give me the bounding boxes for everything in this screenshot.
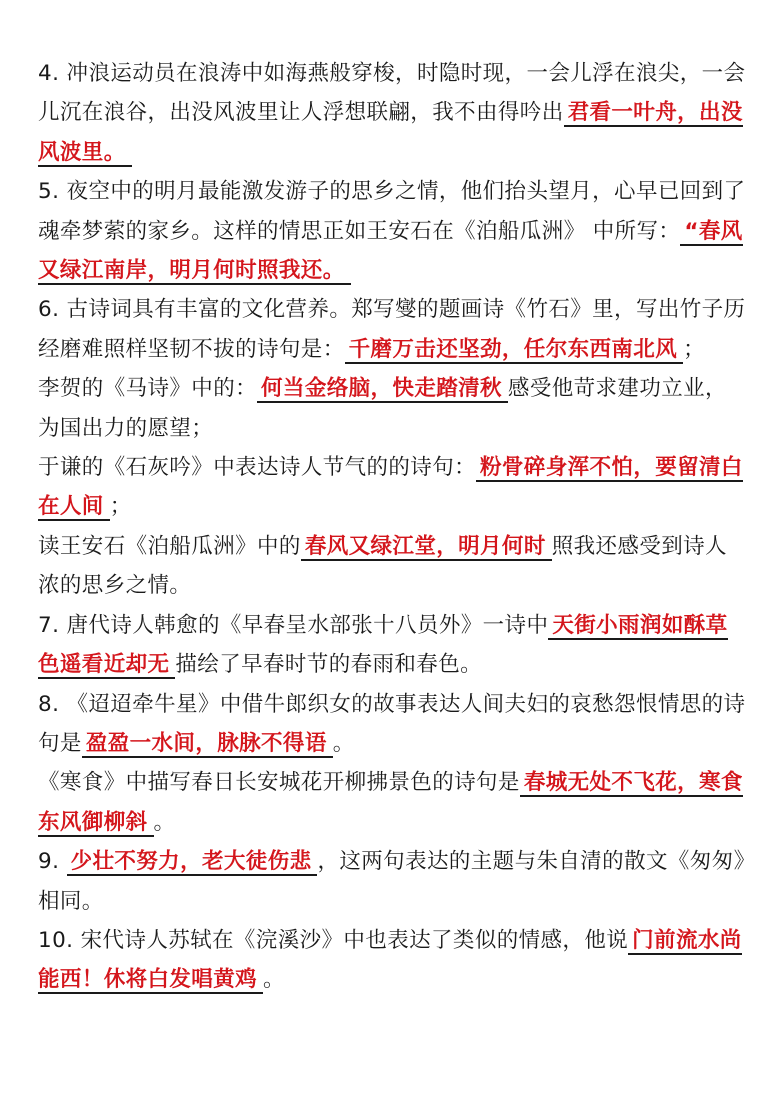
question-text-after: 照我还感受到诗人浓的思乡之情。	[38, 533, 727, 599]
question-text-after: 。	[332, 730, 355, 756]
question-text: 《寒食》中描写春日长安城花开柳拂景色的诗句是	[38, 770, 520, 796]
answer-blank: 盈盈一水间，脉脉不得语	[82, 731, 333, 758]
question-text-after: 感受他苛求建功立业，为国出力的愿望；	[38, 376, 727, 441]
question-text-after: ，这两句表达的主题与朱自清的散文《匆匆》相同。	[38, 849, 745, 914]
answer-blank: “春风又绿江南岸，明月何时照我还。	[38, 218, 743, 284]
question-4	[38, 54, 746, 172]
question-7	[38, 606, 746, 685]
question-text: 4. 冲浪运动员在浪涛中如海燕般穿梭，时隐时现，一会儿浮在浪尖，一会儿沉在浪谷，出没风波里让人浮想联翩，我不由得吟出	[38, 61, 746, 126]
question-text: 8. 《迢迢牵牛星》中借牛郎织女的故事表达人间夫妇的哀愁怨恨情思的诗句是	[38, 691, 746, 756]
answer-blank: 春城无处不飞花，寒食东风御柳斜	[38, 770, 743, 835]
question-text: 5. 夜空中的明月最能激发游子的思乡之情，他们抬头望月，心早已回到了魂牵梦萦的家乡。这样的情思正如王安石在《泊船瓜洲》 中所写：	[38, 179, 746, 244]
question-10	[38, 921, 746, 1000]
question-8-part-b	[38, 763, 746, 842]
question-6-part-b	[38, 369, 746, 448]
question-text-after: 描绘了早春时节的春雨和春色。	[175, 652, 483, 678]
question-9	[38, 842, 746, 921]
question-text: 10. 宋代诗人苏轼在《浣溪沙》中也表达了类似的情感，他说	[38, 927, 629, 953]
question-6-part-c	[38, 448, 746, 527]
question-5	[38, 172, 746, 290]
answer-blank: 何当金络脑，快走踏清秋	[257, 376, 508, 403]
question-text: 6. 古诗词具有丰富的文化营养。郑写燮的题画诗《竹石》里，写出竹子历经磨难照样坚韧不拔的诗句是：	[38, 297, 746, 362]
question-text-after: ；	[109, 494, 132, 520]
answer-blank: 君看一叶舟，出没风波里。	[38, 100, 743, 165]
question-6-part-d	[38, 527, 746, 606]
question-text: 9.	[38, 849, 67, 875]
answer-blank: 春风又绿江堂，明月何时	[301, 534, 552, 561]
question-text: 李贺的《马诗》中的：	[38, 376, 258, 402]
question-8	[38, 685, 746, 764]
question-text-after: 。	[153, 809, 176, 835]
answer-blank: 少壮不努力，老大徒伤悲	[67, 849, 318, 876]
question-6	[38, 290, 746, 369]
question-text-after: ；	[683, 336, 706, 362]
answer-blank: 粉骨碎身浑不怕，要留清白在人间	[38, 455, 743, 520]
answer-blank: 天街小雨润如酥草色遥看近却无	[38, 612, 728, 678]
answer-blank: 门前流水尚能西！休将白发唱黄鸡	[38, 927, 742, 993]
question-text-after: 。	[263, 967, 285, 993]
answer-blank: 千磨万击还坚劲，任尔东西南北风	[345, 337, 684, 364]
question-text: 读王安石《泊船瓜洲》中的	[38, 533, 301, 559]
question-list	[38, 54, 746, 1000]
question-text: 于谦的《石灰吟》中表达诗人节气的的诗句：	[38, 455, 477, 481]
question-text: 7. 唐代诗人韩愈的《早春呈水部张十八员外》一诗中	[38, 612, 549, 638]
